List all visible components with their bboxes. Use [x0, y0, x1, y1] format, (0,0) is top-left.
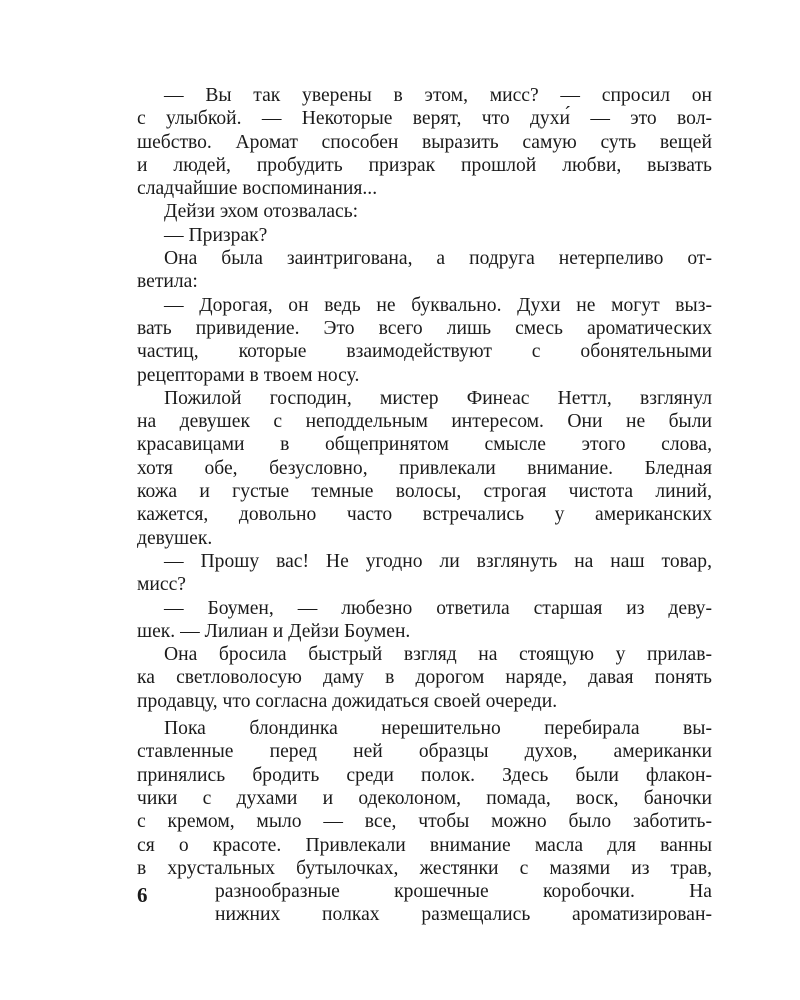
text-line: Пожилой господин, мистер Финеас Неттл, взглянул	[164, 387, 712, 409]
text-line: продавцу, что согласна дожидаться своей очереди.	[137, 690, 558, 712]
text-line: Пока блондинка нерешительно перебирала вы-	[164, 718, 712, 740]
text-line: частиц, которые взаимодействуют с обонятельными	[137, 341, 712, 363]
text-line: и людей, пробудить призрак прошлой любви, вызвать	[137, 154, 712, 176]
text-line: хотя обе, безусловно, привлекали внимание. Бледная	[137, 457, 712, 479]
text-line: ставленные перед ней образцы духов, американки	[137, 741, 712, 763]
text-line: ся о красоте. Привлекали внимание масла для ванны	[137, 834, 712, 856]
text-line: на девушек с неподдельным интересом. Они не были	[137, 411, 712, 433]
text-line: вать привидение. Это всего лишь смесь ароматических	[137, 317, 712, 339]
text-line: чики с духами и одеколоном, помада, воск, баночки	[137, 787, 712, 809]
text-line: мисс?	[137, 574, 186, 596]
text-line: — Боумен, — любезно ответила старшая из деву-	[164, 597, 712, 619]
text-line: — Прошу вас! Не угодно ли взглянуть на наш товар,	[164, 550, 712, 572]
text-line: с кремом, мыло — все, чтобы можно было заботить-	[137, 811, 712, 833]
text-line: принялись бродить среди полок. Здесь были флакон-	[137, 764, 712, 786]
text-line: ка светловолосую даму в дорогом наряде, давая понять	[137, 667, 712, 689]
text-line: ветила:	[137, 271, 198, 293]
text-line: в хрустальных бутылочках, жестянки с мазями из трав,	[137, 857, 712, 879]
text-line: девушек.	[137, 527, 213, 549]
text-line: рецепторами в твоем носу.	[137, 364, 360, 386]
text-line: Дейзи эхом отозвалась:	[164, 201, 359, 223]
text-line: кожа и густые темные волосы, строгая чистота линий,	[137, 481, 712, 503]
page-number: 6	[137, 883, 148, 907]
text-line: Она бросила быстрый взгляд на стоящую у прилав-	[164, 644, 712, 666]
text-line: шек. — Лилиан и Дейзи Боумен.	[137, 620, 411, 642]
text-line: нижних полках размещались ароматизирован-	[215, 904, 712, 926]
text-line: разнообразные крошечные коробочки. На	[215, 881, 712, 903]
text-line: красавицами в общепринятом смысле этого слова,	[137, 434, 712, 456]
text-line: с улыбкой. — Некоторые верят, что духи́ — это вол-	[137, 108, 712, 130]
text-line: — Дорогая, он ведь не буквально. Духи не могут выз-	[164, 294, 712, 316]
text-line: шебство. Аромат способен выразить самую суть вещей	[137, 131, 712, 153]
body-text	[137, 84, 712, 927]
text-line: Она была заинтригована, а подруга нетерпеливо от-	[164, 248, 712, 270]
text-line: — Призрак?	[164, 224, 268, 246]
text-line: сладчайшие воспоминания...	[137, 178, 378, 200]
text-line: — Вы так уверены в этом, мисс? — спросил он	[164, 85, 712, 106]
text-line: кажется, довольно часто встречались у американских	[137, 504, 712, 526]
